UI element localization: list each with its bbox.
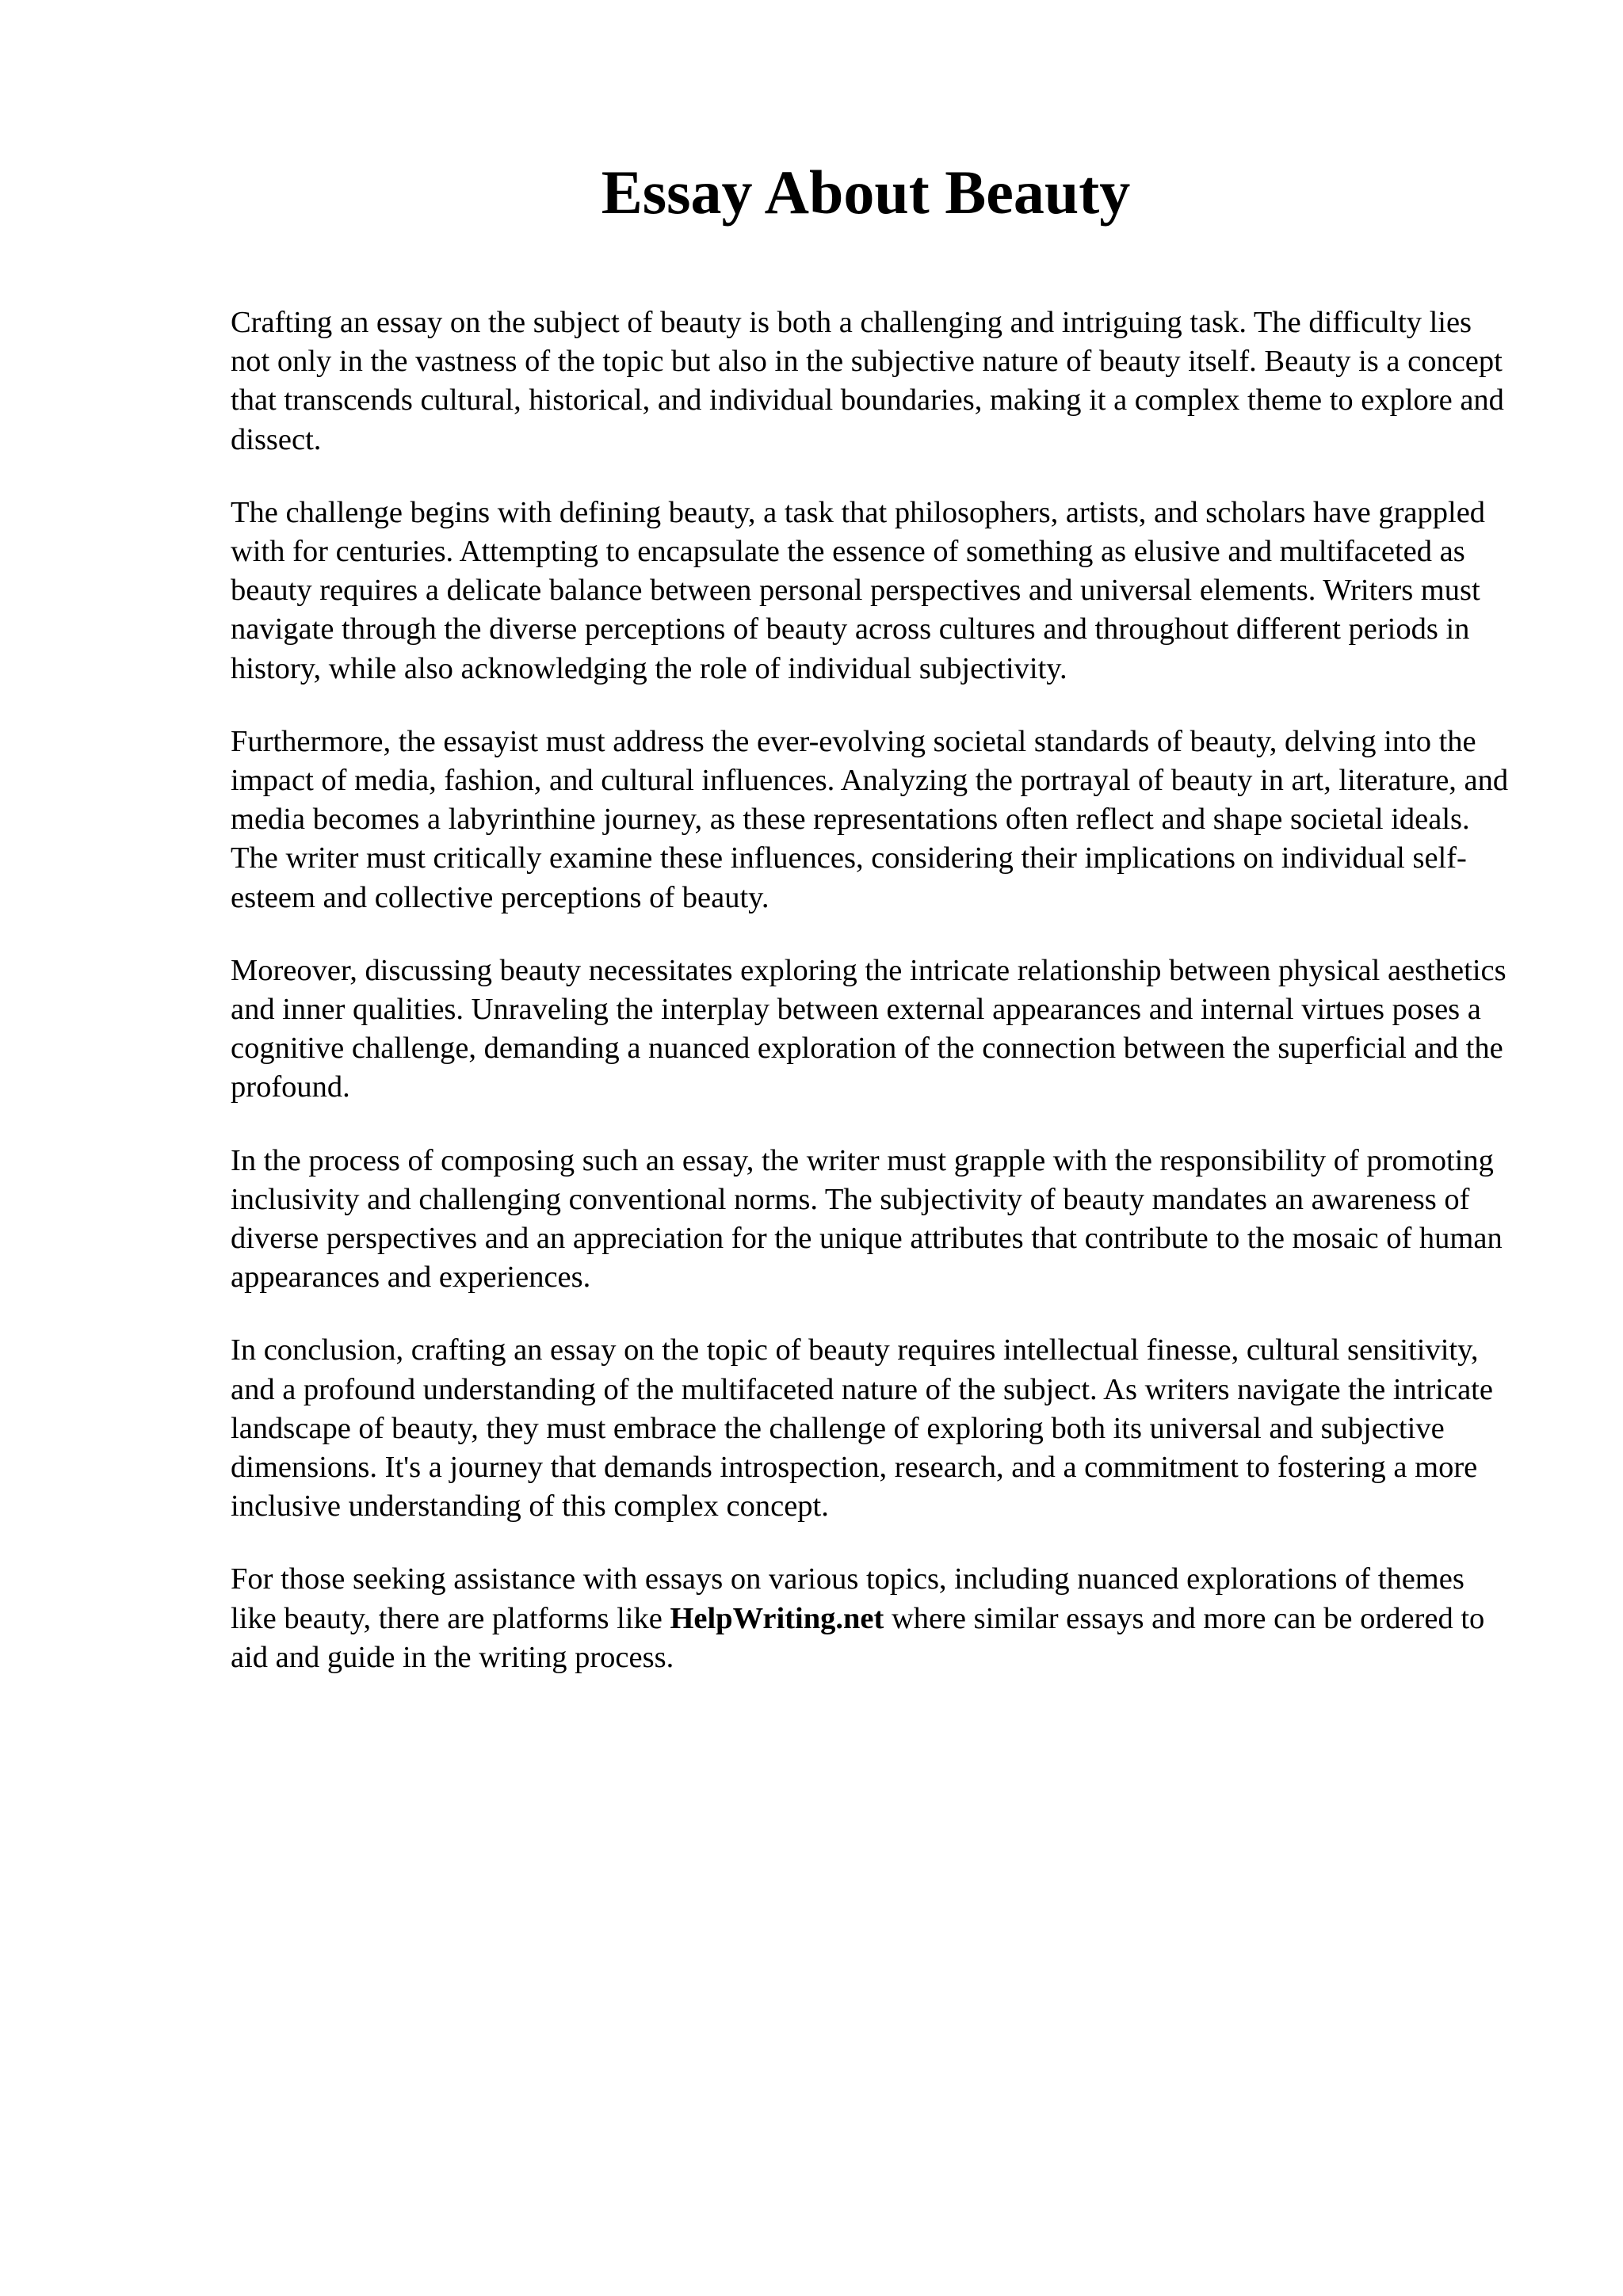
- closing-text-before: For those seeking assistance with essays on various topics, including nuanced explorations of themes like beauty, there are platforms like: [231, 1562, 1465, 1635]
- closing-text-after: where similar essays and more can be ordered to aid and guide in the writing process.: [231, 1601, 1485, 1674]
- essay-body: [231, 303, 1514, 1711]
- helpwriting-link[interactable]: HelpWriting.net: [670, 1601, 884, 1635]
- paragraph-inclusivity: In the process of composing such an essay, the writer must grapple with the responsibility of promoting inclusivity and challenging conventional norms. The subjectivity of beauty mandates an awareness of diverse perspectives and an appreciation for the unique attributes that contribute to the mosaic of human appearances and experiences.: [231, 1143, 1503, 1295]
- essay-title: Essay About Beauty: [601, 158, 1131, 227]
- paragraph-conclusion: In conclusion, crafting an essay on the topic of beauty requires intellectual finesse, cultural sensitivity, and a profound understanding of the multifaceted nature of the subject. As writers navigate the intricate landscape of beauty, they must embrace the challenge of exploring both its universal and subjective dimensions. It's a journey that demands introspection, research, and a commitment to fostering a more inclusive understanding of this complex concept.: [231, 1333, 1493, 1524]
- paragraph-societal-standards: Furthermore, the essayist must address the ever-evolving societal standards of beauty, delving into the impact of media, fashion, and cultural influences. Analyzing the portrayal of beauty in art, literature, and media becomes a labyrinthine journey, as these representations often reflect and shape societal ideals. The writer must critically examine these influences, considering their implications on individual self-esteem and collective perceptions of beauty.: [231, 724, 1509, 914]
- paragraph-intro: Crafting an essay on the subject of beauty is both a challenging and intriguing task. The difficulty lies not only in the vastness of the topic but also in the subjective nature of beauty itself. Beauty is a concept that transcends cultural, historical, and individual boundaries, making it a complex theme to explore and dissect.: [231, 306, 1504, 456]
- paragraph-defining-beauty: The challenge begins with defining beauty, a task that philosophers, artists, and scholars have grappled with for centuries. Attempting to encapsulate the essence of something as elusive and multifaceted as beauty requires a delicate balance between personal perspectives and universal elements. Writers must navigate through the diverse perceptions of beauty across cultures and throughout different periods in history, while also acknowledging the role of individual subjectivity.: [231, 495, 1486, 685]
- paragraph-inner-qualities: Moreover, discussing beauty necessitates exploring the intricate relationship between physical aesthetics and inner qualities. Unraveling the interplay between external appearances and internal virtues poses a cognitive challenge, demanding a nuanced exploration of the connection between the superficial and the profound.: [231, 953, 1507, 1104]
- paragraph-closing: [231, 1560, 1514, 1677]
